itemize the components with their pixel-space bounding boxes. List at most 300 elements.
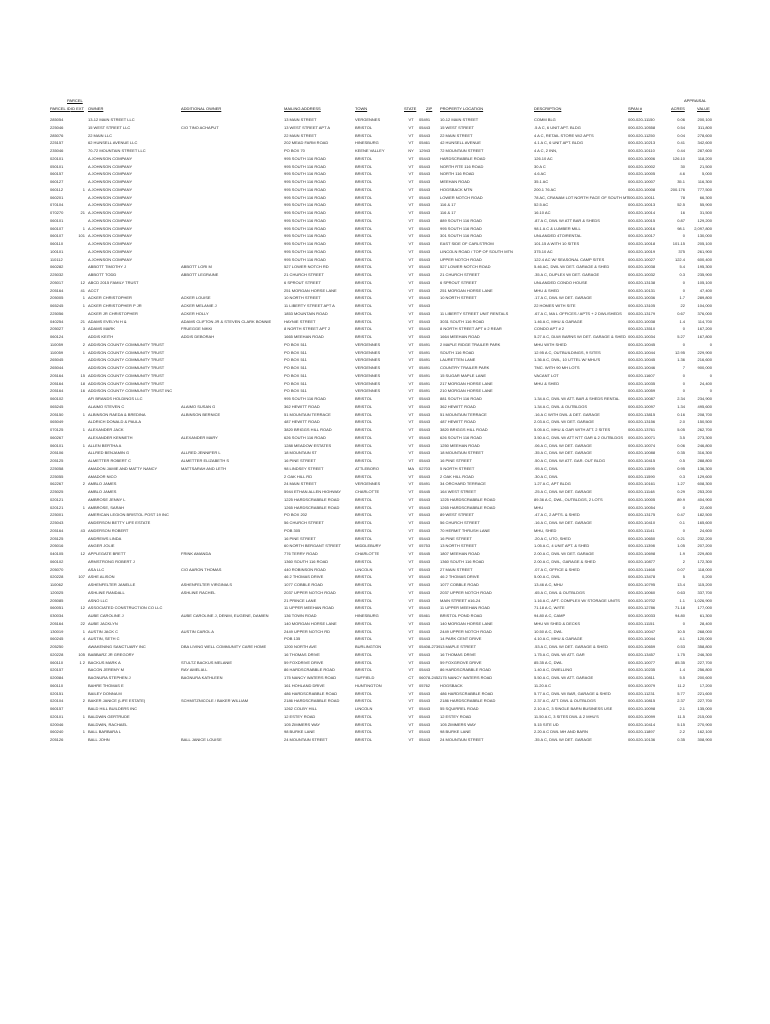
- additional-owner-cell: ASHLINE RACHEL: [181, 589, 216, 595]
- acres-cell: 0.67: [677, 310, 685, 316]
- parcel-id-cell: 205164: [50, 287, 64, 293]
- town-cell: BRISTOL: [355, 287, 373, 293]
- value-cell: 130,000: [697, 233, 712, 239]
- value-cell: 150,500: [697, 419, 712, 425]
- description-cell: 4.6 AC: [534, 171, 547, 177]
- property-location-cell: 626 SOUTH 116 ROAD: [440, 434, 482, 440]
- property-location-cell: 116 & 17: [440, 210, 456, 215]
- state-cell: VT: [408, 512, 414, 518]
- parcel-id-cell: 225056: [50, 310, 64, 316]
- property-location-cell: 2037 UPPER NOTCH ROAD: [440, 589, 492, 595]
- col-header-description: DESCRIPTION: [534, 106, 562, 111]
- town-cell: BRISTOL: [355, 512, 373, 518]
- zip-cell: 05443: [419, 248, 431, 254]
- zip-cell: 05491: [419, 357, 431, 363]
- mailing-address-cell: 51 MOUNTAIN TERRACE: [284, 411, 331, 417]
- description-cell: 52.5 AC: [534, 202, 549, 208]
- span-cell: 000-020-10008: [628, 186, 656, 192]
- acres-cell: 1.27: [677, 481, 685, 487]
- parcel-id-cell: 050101: [50, 163, 64, 169]
- description-cell: .16 A C WITH DWL & DET. GARAGE: [534, 411, 600, 417]
- parcel-id-cell: 205125: [50, 535, 64, 541]
- state-cell: VT: [408, 388, 414, 394]
- mailing-address-cell: 995 SOUTH 116 ROAD: [284, 194, 326, 200]
- acres-cell: 0.16: [677, 411, 685, 417]
- span-cell: 000-020-10045: [628, 341, 656, 347]
- town-cell: BRISTOL: [355, 636, 373, 642]
- zip-cell: 05443: [419, 659, 431, 665]
- state-cell: VT: [408, 698, 414, 704]
- owner-cell: BALL BARBARA L: [88, 729, 121, 735]
- description-cell: 5.27 A C, DLW/ BARNS W/ DET. GARAGE & SHED: [534, 334, 626, 339]
- town-cell: VERGENNES: [355, 341, 381, 347]
- mailing-address-cell: 13 WEST STREET APT A: [284, 124, 331, 130]
- town-cell: BRISTOL: [355, 605, 373, 611]
- zip-cell: 05443: [419, 163, 431, 169]
- value-cell: 167,800: [697, 334, 712, 339]
- state-cell: VT: [408, 318, 414, 324]
- span-cell: 000-020-10046: [628, 365, 656, 370]
- value-cell: 215,000: [697, 713, 712, 719]
- span-cell: 000-020-10071: [628, 434, 656, 440]
- mailing-address-cell: 995 SOUTH 116 ROAD: [284, 225, 326, 231]
- town-cell: LINCOLN: [355, 706, 373, 711]
- zip-cell: 05491: [419, 341, 431, 347]
- zip-cell: 05443: [419, 419, 431, 425]
- property-location-cell: 72 MOUNTAIN STREET: [440, 148, 484, 153]
- state-cell: VT: [408, 194, 414, 200]
- acres-cell: 5.5: [679, 675, 685, 680]
- property-location-cell: 70 HERMIT THRUSH LANE: [440, 527, 491, 533]
- parcel-id-cell: 060107: [50, 225, 64, 231]
- additional-owner-cell: ABBOTT LEGRAINE: [181, 272, 219, 277]
- acres-cell: 11.2: [677, 682, 685, 688]
- property-location-cell: 1360 SOUTH 116 ROAD: [440, 558, 485, 564]
- description-cell: .35 A C, DWL W/ DET. GARAGE: [534, 450, 592, 456]
- value-cell: 61,300: [699, 613, 712, 618]
- value-cell: 495,600: [697, 403, 712, 409]
- state-cell: VT: [408, 264, 414, 270]
- zip-cell: 05762: [419, 682, 431, 688]
- span-cell: 000-020-10032: [628, 272, 656, 277]
- table-row: [0, 279, 770, 287]
- parcel-id-cell: 020084: [50, 675, 64, 680]
- table-row: [0, 356, 770, 364]
- state-cell: VT: [408, 520, 414, 525]
- description-cell: 13.46 A C, MHU: [534, 582, 563, 587]
- zip-cell: 05443: [419, 318, 431, 324]
- table-row: [0, 666, 770, 674]
- town-cell: BRISTOL: [355, 210, 373, 215]
- description-cell: UNLANDED 4TO/RENTAL: [534, 233, 582, 239]
- owner-cell: ALDRICH DONALD & PAULA: [88, 419, 142, 425]
- span-cell: 000-020-10027: [628, 256, 656, 262]
- owner-cell: 13-12 MAIN STREET LLC: [88, 117, 135, 122]
- parcel-id-cell: 060127: [50, 179, 64, 184]
- state-cell: VT: [408, 659, 414, 665]
- span-cell: 000-020-10098: [628, 706, 656, 711]
- zip-cell: 05443: [419, 442, 431, 448]
- span-cell: 000-020-10074: [628, 442, 656, 448]
- table-row: [0, 690, 770, 698]
- value-cell: 311,800: [697, 124, 712, 130]
- value-cell: 229,900: [697, 349, 712, 355]
- property-location-cell: LOWER NOTCH ROAD: [440, 194, 483, 200]
- state-cell: CT: [408, 675, 414, 680]
- owner-cell: ABBOTT TIMOTHY J: [88, 264, 127, 270]
- span-cell: 000-020-10006: [628, 155, 656, 161]
- property-location-cell: MEEHAN ROAD: [440, 179, 470, 184]
- additional-owner-cell: ALEXANDER MARY: [181, 434, 218, 440]
- table-row: [0, 271, 770, 279]
- town-cell: BURLINGTON: [355, 644, 382, 649]
- owner-cell: ALEXANDER JACK: [88, 427, 124, 432]
- parcel-id-cell: 225032: [50, 272, 64, 277]
- id-ext-cell: 101: [78, 233, 85, 239]
- parcel-id-cell: 060240: [50, 729, 64, 735]
- state-cell: VT: [408, 628, 414, 634]
- zip-cell: 05443: [419, 334, 431, 339]
- zip-cell: 05443: [419, 520, 431, 525]
- acres-cell: 0.5: [679, 458, 685, 463]
- town-cell: BRISTOL: [355, 326, 373, 332]
- town-cell: HINESBURG: [355, 613, 379, 618]
- zip-cell: 05443: [419, 326, 431, 332]
- acres-cell: 2.37: [677, 698, 685, 704]
- span-cell: 000-020-10038: [628, 318, 656, 324]
- zip-cell: 05491: [419, 365, 431, 370]
- span-cell: 000-020-10005: [628, 496, 656, 502]
- mailing-address-cell: 11 LIBERTY STREET APT A: [284, 303, 335, 308]
- owner-cell: ACKER CHRISTOPHER P JR: [88, 303, 142, 308]
- id-ext-cell: 1: [82, 295, 85, 301]
- town-cell: BRISTOL: [355, 233, 373, 239]
- parcel-id-cell: 235046: [50, 148, 64, 153]
- state-cell: VT: [408, 372, 414, 378]
- value-cell: 24,600: [699, 527, 712, 533]
- mailing-address-cell: 16 PINE STREET: [284, 535, 316, 541]
- table-row: [0, 542, 770, 550]
- state-cell: VT: [408, 140, 414, 146]
- zip-cell: 05491: [419, 117, 431, 122]
- parcel-id-cell: 060101: [50, 217, 64, 223]
- owner-cell: A JOHNSON COMPANY: [88, 202, 133, 208]
- town-cell: BRISTOL: [355, 310, 373, 316]
- mailing-address-cell: 362 HEWITT ROAD: [284, 403, 320, 409]
- property-location-cell: 527 LOWER NOTCH ROAD: [440, 264, 491, 270]
- parcel-id-cell: 070104: [50, 202, 64, 208]
- town-cell: KEENE VALLEY: [355, 148, 385, 153]
- zip-cell: 05443: [419, 698, 431, 704]
- description-cell: 2.37 A C, ATT. DWL & OUTBLDGS: [534, 698, 596, 704]
- description-cell: 2.00 A C, DWL, GARAGE & SHED: [534, 558, 596, 564]
- description-cell: .35 A C, DUPLEX W/ DET. GARAGE: [534, 272, 600, 277]
- mailing-address-cell: 2186 HARDSCRABBLE ROAD: [284, 698, 340, 704]
- table-row: [0, 620, 770, 628]
- parcel-id-cell: 205005: [50, 295, 64, 301]
- property-location-cell: 89 WEST STREET: [440, 512, 474, 518]
- acres-cell: 1.7: [679, 295, 685, 301]
- town-cell: BRISTOL: [355, 620, 373, 626]
- description-cell: MHU, SHED: [534, 527, 557, 533]
- span-cell: 000-020-11590: [628, 473, 655, 479]
- value-cell: 337,700: [697, 589, 712, 595]
- span-cell: 000-020-10698: [628, 551, 656, 556]
- acres-cell: 5.4: [679, 264, 685, 270]
- town-cell: VERGENNES: [355, 349, 381, 355]
- table-row: [0, 333, 770, 341]
- span-cell: 000-020-11231: [628, 690, 655, 696]
- description-cell: 1.27 A C, APT BLDG: [534, 481, 571, 487]
- owner-cell: A JOHNSON COMPANY: [88, 163, 133, 169]
- zip-cell: 05443: [419, 504, 431, 510]
- owner-cell: BALDWIN GERTRUDE: [88, 713, 130, 719]
- state-cell: VT: [408, 341, 414, 347]
- town-cell: HINESBURG: [355, 140, 379, 146]
- state-cell: VT: [408, 396, 414, 401]
- town-cell: ATTLEBORO: [355, 465, 379, 471]
- acres-cell: 0.63: [677, 589, 685, 595]
- property-location-cell: 18 MOUNTAIN STREET: [440, 450, 484, 456]
- description-cell: 5.05 A C, MHU & GAR WITH ATT. 2 SITES: [534, 427, 611, 432]
- acres-cell: 4.1: [679, 636, 685, 642]
- zip-cell: 05491: [419, 372, 431, 378]
- parcel-id-cell: 070270: [50, 210, 64, 215]
- table-row: [0, 372, 770, 380]
- description-cell: 11.50 A C, 3 SITES DWL & 2 MHU'S: [534, 713, 599, 719]
- parcel-id-cell: 205250: [50, 644, 64, 649]
- parcel-id-cell: 020101: [50, 155, 64, 161]
- parcel-id-cell: 060110: [50, 682, 64, 688]
- state-cell: VT: [408, 473, 414, 479]
- owner-cell: A JOHNSON COMPANY: [88, 256, 133, 262]
- state-cell: VT: [408, 620, 414, 626]
- town-cell: BRISTOL: [355, 713, 373, 719]
- mailing-address-cell: 995 SOUTH 116 ROAD: [284, 179, 326, 184]
- description-cell: .06 A C, DWL W/ DET. GARAGE: [534, 442, 592, 448]
- value-cell: 235,900: [697, 272, 712, 277]
- value-cell: 0: [709, 341, 712, 347]
- description-cell: 98.1 A C & LUMBER MILL: [534, 225, 581, 231]
- property-location-cell: 55 SQUIRREL ROAD: [440, 706, 479, 711]
- town-cell: BRISTOL: [355, 582, 373, 587]
- owner-cell: AUBE CAROLINE J: [88, 613, 124, 618]
- value-cell: 28,400: [699, 620, 712, 626]
- span-cell: 000-020-10016: [628, 225, 656, 231]
- state-cell: NY: [408, 148, 414, 153]
- town-cell: BRISTOL: [355, 419, 373, 425]
- additional-owner-cell: RAY AMELIA L: [181, 667, 208, 673]
- additional-owner-cell: ABBOTT LORI M: [181, 264, 212, 270]
- value-cell: 115,200: [697, 582, 712, 587]
- town-cell: VERGENNES: [355, 365, 381, 370]
- table-row: [0, 473, 770, 481]
- span-cell: 000-020-10414: [628, 721, 656, 727]
- owner-cell: ASNO LLC: [88, 597, 108, 603]
- parcel-id-cell: 020121: [50, 496, 64, 502]
- additional-owner-cell: BAGNURA KATHLEEN: [181, 675, 223, 680]
- description-cell: MHU: [534, 504, 544, 510]
- span-cell: 000-020-10077: [628, 659, 656, 665]
- acres-cell: 0: [682, 504, 685, 510]
- state-cell: VT: [408, 558, 414, 564]
- additional-owner-cell: FRUEGGE NIKKI: [181, 326, 213, 332]
- span-cell: 000-020-10036: [628, 295, 656, 301]
- acres-cell: 5.15: [677, 721, 685, 727]
- span-cell: 000-020-11468: [628, 566, 655, 572]
- table-row: [0, 465, 770, 473]
- state-cell: VT: [408, 303, 414, 308]
- additional-owner-cell: FRINK AMANDA: [181, 551, 212, 556]
- table-row: [0, 519, 770, 527]
- town-cell: VERGENNES: [355, 388, 381, 394]
- owner-cell: ALBINSON RAEDA & BREDINA: [88, 411, 146, 417]
- table-row: [0, 263, 770, 271]
- owner-cell: A JOHNSON COMPANY: [88, 194, 133, 200]
- zip-cell: 05443: [419, 287, 431, 293]
- acres-cell: 16: [680, 210, 685, 215]
- property-location-cell: 6 SPROUT STREET: [440, 279, 477, 285]
- mailing-address-cell: PO BOX 202: [284, 512, 308, 518]
- owner-cell: AMBLO JAMES: [88, 481, 117, 487]
- owner-cell: AMADON JAMIE AND MATTY NANCY: [88, 465, 158, 471]
- description-cell: 85.35 A C, DWL: [534, 659, 563, 665]
- col-header-property-location: PROPERTY LOCATION: [440, 106, 484, 111]
- parcel-id-cell: 205027: [50, 326, 64, 332]
- parcel-id-cell: 225001: [50, 512, 64, 518]
- mailing-address-cell: 487 HEWITT ROAD: [284, 419, 320, 425]
- property-location-cell: UPPER NOTCH ROAD: [440, 256, 482, 262]
- town-cell: BRISTOL: [355, 155, 373, 161]
- table-row: [0, 232, 770, 240]
- span-cell: 000-020-10045: [628, 357, 656, 363]
- value-cell: 0: [709, 388, 712, 394]
- state-cell: VT: [408, 117, 414, 122]
- additional-owner-cell: ALLRED JENNIFER L: [181, 450, 221, 456]
- parcel-id-cell: 040105: [50, 551, 64, 556]
- parcel-id-cell: 110062: [50, 582, 64, 587]
- mailing-address-cell: 18 MOUNTAIN ST: [284, 450, 317, 456]
- state-cell: VT: [408, 527, 414, 533]
- zip-cell: 05443: [419, 434, 431, 440]
- id-ext-cell: 16: [80, 388, 85, 394]
- acres-cell: 0.06: [677, 442, 685, 448]
- acres-cell: 0.29: [677, 489, 685, 494]
- zip-cell: 05443: [419, 396, 431, 401]
- property-location-cell: 16 PINE STREET: [440, 535, 472, 541]
- mailing-address-cell: 486 HARDSCRABBLE ROAD: [284, 690, 338, 696]
- parcel-id-cell: 110059: [50, 341, 64, 347]
- state-cell: VT: [408, 233, 414, 239]
- mailing-address-cell: 16 PINE STREET: [284, 458, 316, 463]
- id-ext-cell: 15: [80, 372, 85, 378]
- zip-cell: 05443: [419, 636, 431, 642]
- table-row: [0, 248, 770, 256]
- parcel-id-cell: 060051: [50, 605, 64, 611]
- town-cell: BRISTOL: [355, 458, 373, 463]
- span-cell: 000-020-11250: [628, 132, 655, 138]
- acres-cell: 0.1: [679, 520, 685, 525]
- col-header-mailing-address: MAILING ADDRESS: [284, 106, 321, 111]
- span-cell: 000-020-11595: [628, 465, 655, 471]
- id-ext-cell: 43: [80, 527, 85, 533]
- state-cell: VT: [408, 287, 414, 293]
- acres-cell: 126.10: [672, 155, 685, 161]
- description-cell: .47 A C, 2 APTS. & SHED: [534, 512, 580, 518]
- table-row: [0, 558, 770, 566]
- table-row: [0, 294, 770, 302]
- description-cell: .65 A C, DWL & OUTBLDGS: [534, 589, 585, 595]
- table-row: [0, 395, 770, 403]
- additional-owner-cell: ALMETTER ELIZABETH S: [181, 458, 230, 463]
- span-cell: 000-020-10702: [628, 597, 656, 603]
- zip-cell: 05443: [419, 597, 431, 603]
- table-row: [0, 705, 770, 713]
- acres-cell: 0: [682, 380, 685, 386]
- description-cell: 71.18 A C, W/ITE: [534, 605, 565, 611]
- mailing-address-cell: POB 135: [284, 636, 301, 642]
- table-row: [0, 178, 770, 186]
- value-cell: 129,200: [697, 217, 712, 223]
- table-row: [0, 488, 770, 496]
- property-location-cell: 15 WEST STREET: [440, 124, 474, 130]
- acres-cell: 89.9: [677, 496, 685, 502]
- property-location-cell: LINCOLN ROAD / TOP OF SOUTH MTN: [440, 248, 513, 254]
- owner-cell: BAKER JANICE (LIFE ESTATE): [88, 698, 146, 704]
- parcel-id-cell: 060107: [50, 233, 64, 239]
- span-cell: 000-020-10047: [628, 628, 656, 634]
- owner-cell: BALD HILL BUILDERS INC: [88, 706, 137, 711]
- span-cell: 000-020-10877: [628, 558, 656, 564]
- zip-cell: 05443: [419, 272, 431, 277]
- additional-owner-cell: BALL JANICE LOUISE: [181, 737, 222, 742]
- acres-cell: 0: [682, 233, 685, 239]
- table-row: [0, 318, 770, 326]
- town-cell: BRISTOL: [355, 303, 373, 308]
- zip-cell: 05443: [419, 241, 431, 246]
- town-cell: BRISTOL: [355, 264, 373, 270]
- owner-cell: ALEXANDER KENNETH: [88, 434, 133, 440]
- state-cell: VT: [408, 349, 414, 355]
- state-cell: VT: [408, 256, 414, 262]
- span-cell: 000-020-10034: [628, 334, 656, 339]
- acres-cell: 30: [680, 163, 685, 169]
- acres-cell: 0: [682, 279, 685, 285]
- id-ext-cell: 1: [82, 225, 85, 231]
- description-cell: 2.03 A C, DWL W/ DET. GARAGE: [534, 419, 595, 425]
- property-location-cell: 12 ESTEY ROAD: [440, 713, 472, 719]
- table-row: [0, 170, 770, 178]
- property-location-cell: 175 NANCY WATERS ROAD: [440, 675, 493, 680]
- description-cell: COMM BLG: [534, 117, 556, 122]
- value-cell: 270,900: [697, 721, 712, 727]
- description-cell: CONDO APT # 2: [534, 326, 565, 332]
- parcel-id-cell: 020121: [50, 504, 64, 510]
- table-row: [0, 411, 770, 419]
- id-ext-cell: 22: [80, 620, 85, 626]
- value-cell: 24,400: [699, 380, 712, 386]
- mailing-address-cell: 995 SOUTH 116 ROAD: [284, 186, 326, 192]
- table-row: [0, 721, 770, 729]
- span-cell: 000-020-10110: [628, 148, 655, 153]
- zip-cell: 05443: [419, 264, 431, 270]
- mailing-address-cell: 13 MAIN STREET: [284, 117, 317, 122]
- additional-owner-cell: ACKER LOUISE: [181, 295, 211, 301]
- span-cell: 000-020-10060: [628, 589, 656, 595]
- value-cell: 167,200: [697, 326, 712, 332]
- acres-cell: 0.44: [677, 148, 685, 153]
- town-cell: CHARLOTTE: [355, 551, 380, 556]
